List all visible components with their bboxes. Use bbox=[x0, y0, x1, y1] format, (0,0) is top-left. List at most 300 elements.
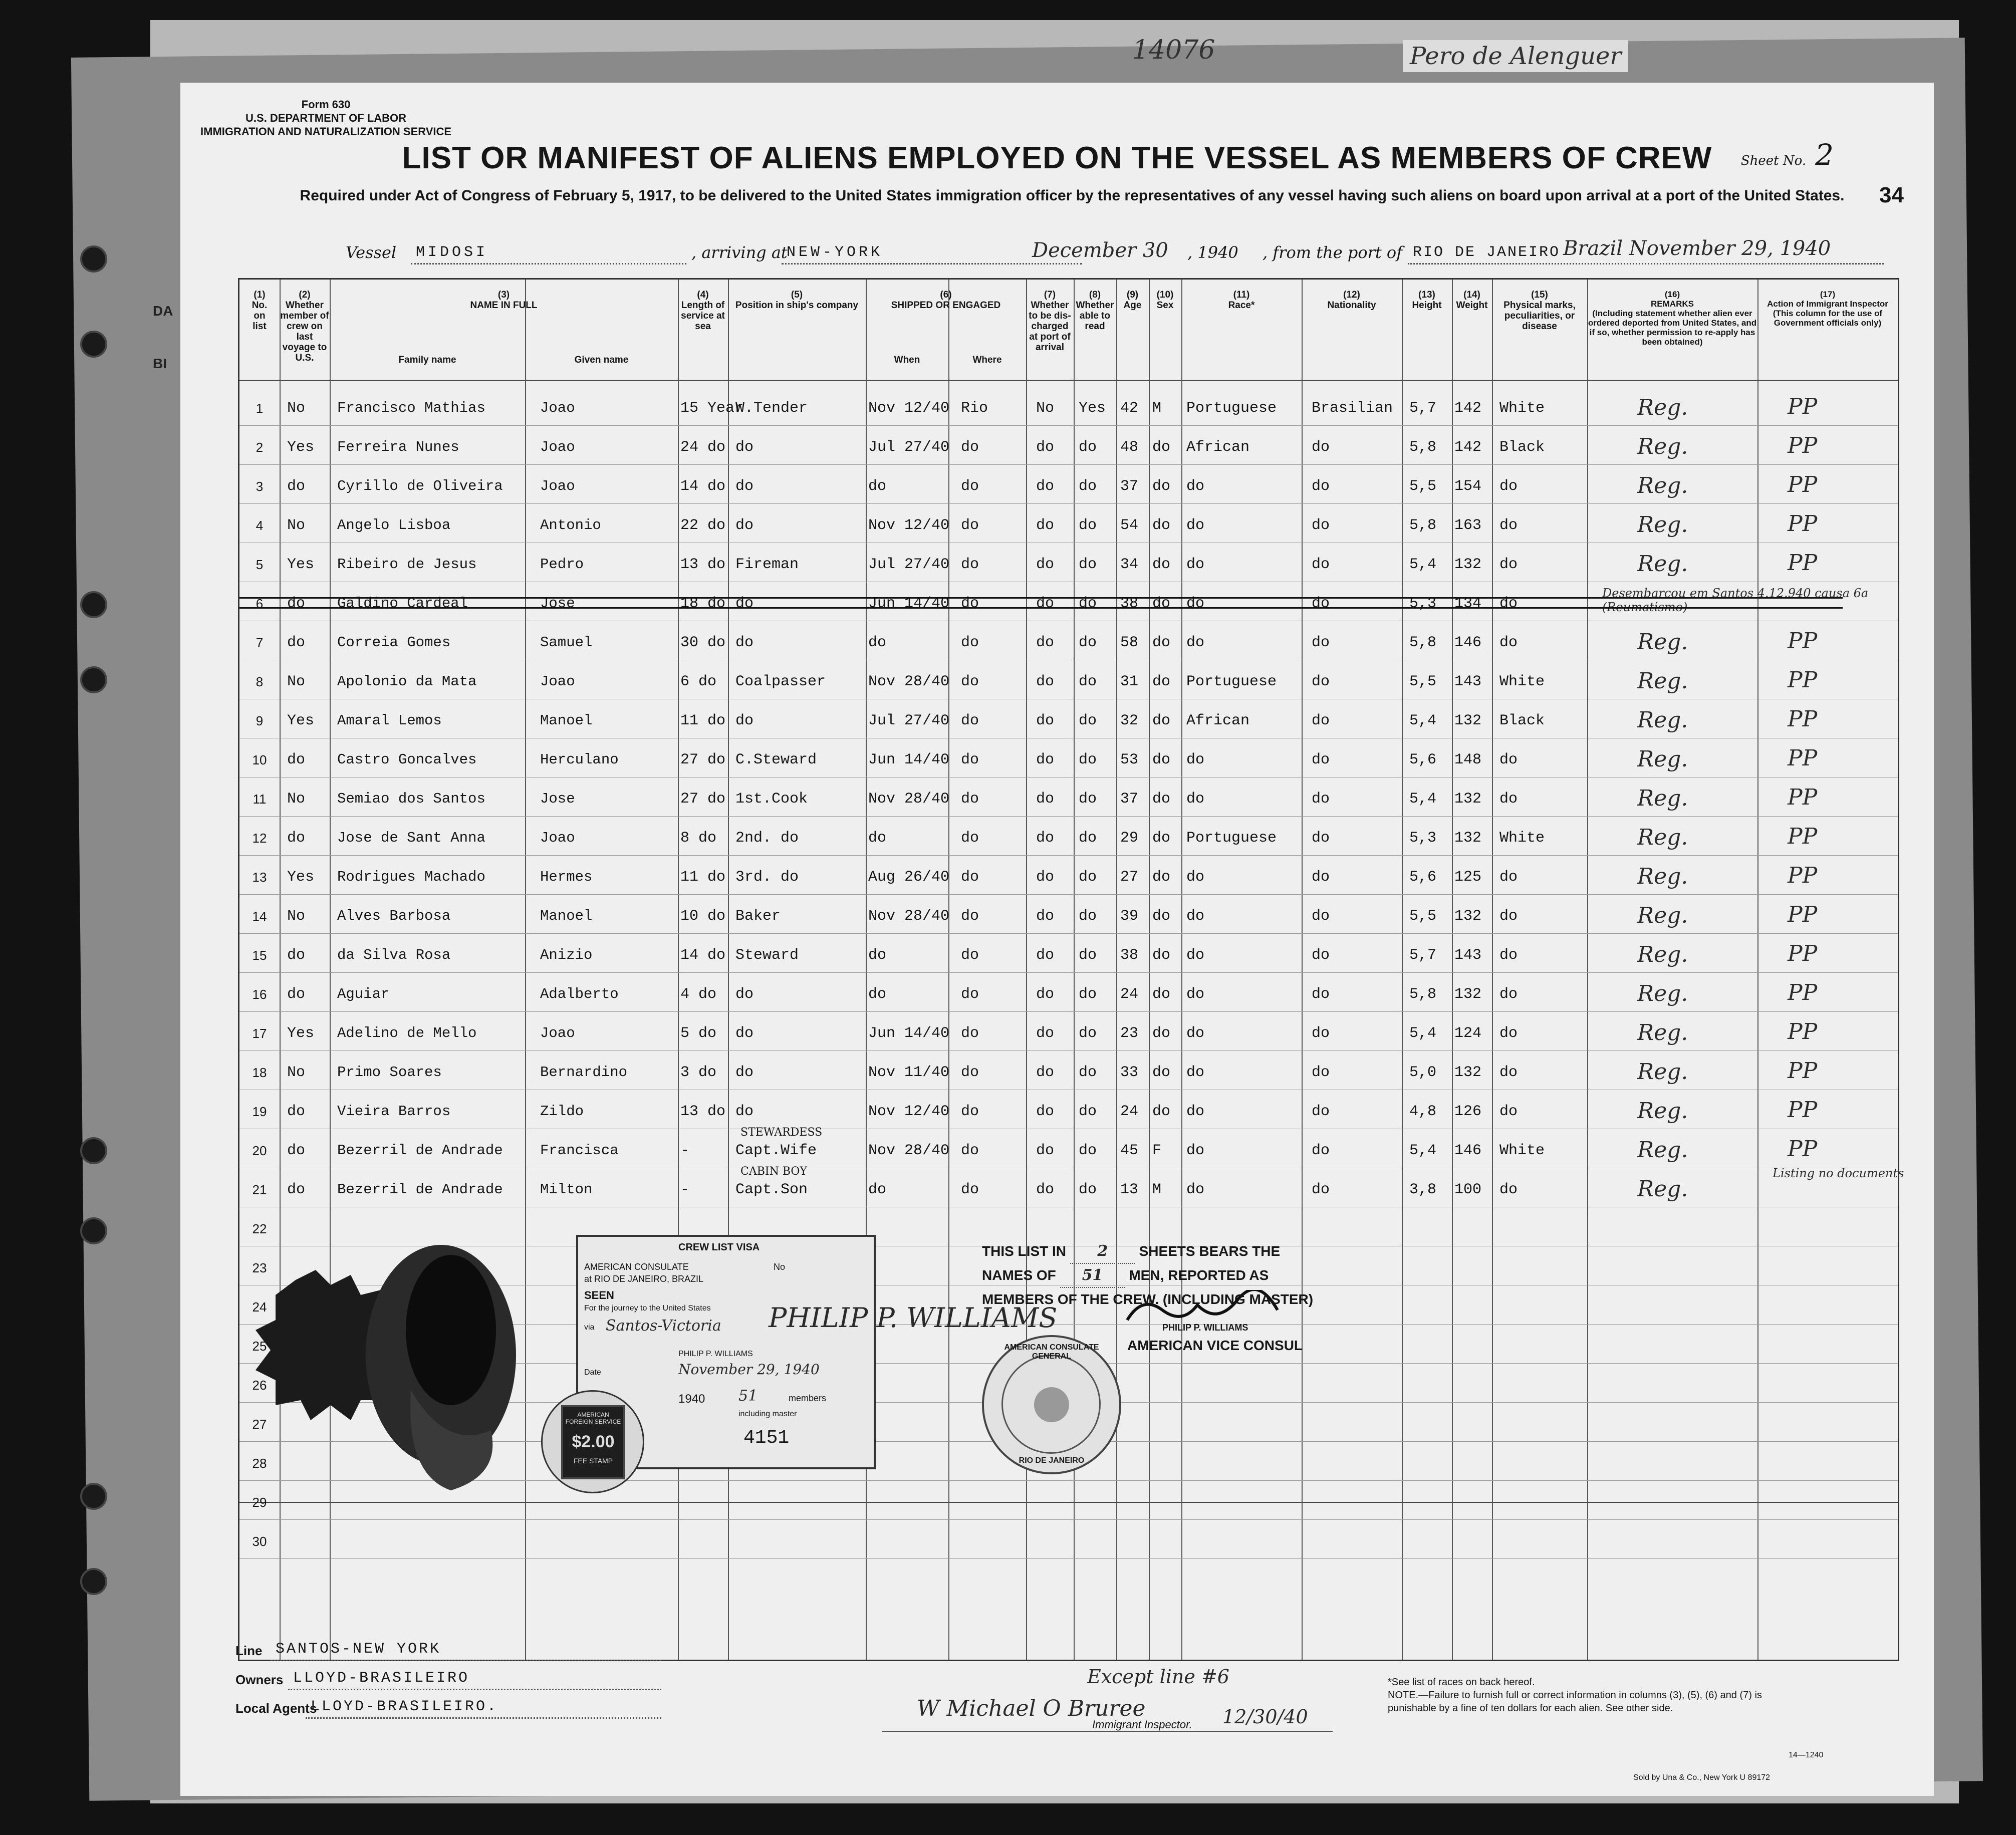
cell-position: do bbox=[735, 478, 754, 495]
cell-inspector-action: PP bbox=[1788, 1097, 1818, 1123]
cell-given-name: Hermes bbox=[540, 869, 593, 885]
row-number: 18 bbox=[252, 1065, 267, 1080]
cell-inspector-action: PP bbox=[1788, 550, 1818, 576]
cell-length-service: 24 do bbox=[680, 439, 726, 456]
row-number: 24 bbox=[252, 1299, 267, 1315]
cell-height: 5,7 bbox=[1409, 400, 1437, 417]
cell-physical-marks: do bbox=[1499, 1025, 1518, 1042]
cell-discharged: do bbox=[1036, 595, 1055, 612]
visa-signature: PHILIP P. WILLIAMS bbox=[769, 1302, 1058, 1334]
cert-line1: THIS LIST IN bbox=[982, 1243, 1066, 1259]
cell-given-name: Pedro bbox=[540, 556, 584, 573]
page-title: LIST OR MANIFEST OF ALIENS EMPLOYED ON THE VESSEL AS MEMBERS OF CREW bbox=[402, 141, 1712, 175]
cell-length-service: 15 Year bbox=[680, 400, 744, 417]
cell-inspector-action: PP bbox=[1788, 1058, 1818, 1084]
header-weight: (14) Weight bbox=[1456, 290, 1488, 311]
header-physical-marks: (15) Physical marks, peculiarities, or disease bbox=[1503, 290, 1576, 332]
cell-position: do bbox=[735, 1064, 754, 1081]
line-label: Line bbox=[235, 1643, 263, 1658]
cell-family-name: Bezerril de Andrade bbox=[337, 1142, 503, 1159]
header-length-service: (4) Length of service at sea bbox=[681, 290, 725, 332]
strike-line bbox=[239, 607, 1843, 609]
footer-notes bbox=[1388, 1676, 1769, 1715]
cell-family-name: Francisco Mathias bbox=[337, 400, 485, 416]
cell-weight: 132 bbox=[1454, 830, 1482, 847]
row-number: 29 bbox=[252, 1495, 267, 1510]
cell-remarks: Reg. bbox=[1637, 903, 1688, 928]
cell-height: 5,4 bbox=[1409, 712, 1437, 729]
cell-where: do bbox=[961, 986, 979, 1003]
inspector-note: Except line #6 bbox=[1087, 1666, 1229, 1688]
cell-remarks: Reg. bbox=[1637, 825, 1688, 850]
row-number: 2 bbox=[256, 440, 264, 455]
cell-weight: 132 bbox=[1454, 986, 1482, 1003]
cell-last-voyage: Yes bbox=[287, 869, 315, 886]
cell-discharged: do bbox=[1036, 751, 1055, 768]
visa-date-value: November 29, 1940 bbox=[678, 1361, 820, 1378]
cell-given-name: Anizio bbox=[540, 947, 593, 963]
cell-length-service: 18 do bbox=[680, 595, 726, 612]
cell-length-service: 27 do bbox=[680, 791, 726, 808]
cell-able-to-read: do bbox=[1079, 986, 1097, 1003]
cell-able-to-read: do bbox=[1079, 751, 1097, 768]
vessel-name: MIDOSI bbox=[416, 244, 488, 261]
cell-height: 5,5 bbox=[1409, 908, 1437, 925]
cell-position: Capt.Wife bbox=[735, 1142, 817, 1159]
cell-family-name: Ribeiro de Jesus bbox=[337, 556, 477, 573]
line-value: SANTOS-NEW YORK bbox=[276, 1641, 441, 1658]
race-note: *See list of races on back hereof. bbox=[1388, 1677, 1535, 1688]
visa-year: 1940 bbox=[678, 1392, 705, 1406]
cell-length-service: 5 do bbox=[680, 1025, 717, 1042]
cell-given-name: Zildo bbox=[540, 1103, 584, 1120]
cell-inspector-action: PP bbox=[1788, 628, 1818, 654]
cell-race: do bbox=[1186, 1103, 1205, 1120]
cell-race: do bbox=[1186, 1064, 1205, 1081]
cell-last-voyage: Yes bbox=[287, 712, 315, 729]
cell-where: do bbox=[961, 1142, 979, 1159]
cell-last-voyage: No bbox=[287, 791, 306, 808]
cell-physical-marks: do bbox=[1499, 1103, 1518, 1120]
cell-where: do bbox=[961, 869, 979, 886]
cell-discharged: do bbox=[1036, 947, 1055, 964]
cell-able-to-read: do bbox=[1079, 712, 1097, 729]
cell-age: 24 bbox=[1120, 1103, 1139, 1120]
cell-nationality: do bbox=[1312, 830, 1330, 847]
cell-position: do bbox=[735, 517, 754, 534]
header-name-in-full: (3) NAME IN FULL bbox=[470, 290, 538, 311]
cell-where: do bbox=[961, 595, 979, 612]
cell-discharged: do bbox=[1036, 556, 1055, 573]
cell-when: Jul 27/40 bbox=[868, 439, 950, 456]
cell-sex: do bbox=[1152, 712, 1171, 729]
cell-nationality: do bbox=[1312, 634, 1330, 651]
cell-sex: M bbox=[1152, 1181, 1162, 1198]
cell-remarks: Reg. bbox=[1637, 707, 1688, 733]
cell-age: 38 bbox=[1120, 595, 1139, 612]
cell-given-name: Manoel bbox=[540, 712, 593, 729]
cell-able-to-read: Yes bbox=[1079, 400, 1106, 417]
row-number: 26 bbox=[252, 1378, 267, 1393]
cell-sex: do bbox=[1152, 751, 1171, 768]
cell-position-note: STEWARDESS bbox=[740, 1126, 823, 1139]
cell-discharged: do bbox=[1036, 908, 1055, 925]
cell-physical-marks: do bbox=[1499, 634, 1518, 651]
cell-length-service: 6 do bbox=[680, 673, 717, 690]
binder-hole bbox=[80, 591, 107, 618]
cell-height: 4,8 bbox=[1409, 1103, 1437, 1120]
cell-nationality: do bbox=[1312, 673, 1330, 690]
cell-given-name: Joao bbox=[540, 439, 575, 455]
cell-height: 5,8 bbox=[1409, 986, 1437, 1003]
cell-inspector-action: PP bbox=[1788, 863, 1818, 888]
margin-text-bi: BI bbox=[153, 356, 167, 371]
seal-city: RIO DE JANEIRO bbox=[1019, 1456, 1085, 1465]
strike-line bbox=[239, 597, 1843, 599]
row-number: 30 bbox=[252, 1534, 267, 1549]
cell-race: do bbox=[1186, 869, 1205, 886]
header-able-to-read: (8) Whether able to read bbox=[1076, 290, 1114, 332]
cell-remarks: Reg. bbox=[1637, 864, 1688, 889]
cell-weight: 163 bbox=[1454, 517, 1482, 534]
cell-discharged: do bbox=[1036, 869, 1055, 886]
cell-physical-marks: White bbox=[1499, 1142, 1545, 1159]
cell-last-voyage: No bbox=[287, 400, 306, 417]
cell-length-service: - bbox=[680, 1181, 690, 1198]
cert-title: AMERICAN VICE CONSUL bbox=[1127, 1338, 1303, 1353]
cell-action-note: Listing no documents bbox=[1773, 1166, 1904, 1180]
visa-number: 4151 bbox=[743, 1427, 790, 1449]
cell-height: 5,7 bbox=[1409, 947, 1437, 964]
cell-remarks: Reg. bbox=[1637, 981, 1688, 1006]
cell-inspector-action: PP bbox=[1788, 980, 1818, 1005]
cell-weight: 132 bbox=[1454, 1064, 1482, 1081]
cell-where: do bbox=[961, 712, 979, 729]
cell-age: 27 bbox=[1120, 869, 1139, 886]
cell-length-service: - bbox=[680, 1142, 690, 1159]
cell-position: 3rd. do bbox=[735, 869, 799, 886]
cell-when: Nov 28/40 bbox=[868, 908, 950, 925]
row-number: 9 bbox=[256, 713, 264, 728]
cell-position: do bbox=[735, 634, 754, 651]
cert-line2b: MEN, REPORTED AS bbox=[1129, 1267, 1269, 1283]
cell-race: African bbox=[1186, 439, 1250, 456]
arriving-port: NEW-YORK bbox=[787, 244, 883, 261]
cell-where: do bbox=[961, 673, 979, 690]
cell-when: Jun 14/40 bbox=[868, 751, 950, 768]
cell-sex: M bbox=[1152, 400, 1162, 417]
cell-weight: 132 bbox=[1454, 712, 1482, 729]
header-inspector-action: (17) Action of Immigrant Inspector (This column for the use of Government officials only) bbox=[1767, 290, 1888, 328]
cell-last-voyage: do bbox=[287, 1142, 306, 1159]
cell-discharged: do bbox=[1036, 986, 1055, 1003]
row-number: 1 bbox=[256, 401, 264, 416]
form-identifier bbox=[200, 98, 451, 138]
cell-inspector-action: PP bbox=[1788, 706, 1818, 732]
cell-family-name: Alves Barbosa bbox=[337, 908, 451, 924]
cell-able-to-read: do bbox=[1079, 830, 1097, 847]
cell-where: do bbox=[961, 947, 979, 964]
cell-family-name: Aguiar bbox=[337, 986, 390, 1002]
arrival-year: , 1940 bbox=[1187, 243, 1238, 262]
cell-family-name: Bezerril de Andrade bbox=[337, 1181, 503, 1198]
cell-family-name: da Silva Rosa bbox=[337, 947, 451, 963]
cell-position: W.Tender bbox=[735, 400, 808, 417]
seal-text: AMERICAN CONSULATE GENERAL bbox=[1004, 1343, 1099, 1361]
cell-family-name: Adelino de Mello bbox=[337, 1025, 477, 1041]
cell-age: 42 bbox=[1120, 400, 1139, 417]
cert-line3: MEMBERS OF THE CREW. (INCLUDING MASTER) bbox=[982, 1291, 1314, 1307]
visa-title: CREW LIST VISA bbox=[678, 1242, 760, 1253]
owners-value: LLOYD-BRASILEIRO bbox=[293, 1670, 470, 1687]
cell-sex: do bbox=[1152, 556, 1171, 573]
cell-height: 5,3 bbox=[1409, 595, 1437, 612]
cell-remarks: Reg. bbox=[1637, 395, 1688, 420]
cell-physical-marks: do bbox=[1499, 1181, 1518, 1198]
row-number: 21 bbox=[252, 1182, 267, 1197]
cell-weight: 132 bbox=[1454, 791, 1482, 808]
cell-height: 3,8 bbox=[1409, 1181, 1437, 1198]
cell-able-to-read: do bbox=[1079, 908, 1097, 925]
cell-last-voyage: do bbox=[287, 595, 306, 612]
cell-discharged: No bbox=[1036, 400, 1055, 417]
cell-remarks: Reg. bbox=[1637, 1020, 1688, 1045]
manifest-page bbox=[180, 83, 1934, 1796]
cell-able-to-read: do bbox=[1079, 1064, 1097, 1081]
cell-last-voyage: No bbox=[287, 908, 306, 925]
cell-length-service: 14 do bbox=[680, 478, 726, 495]
cell-race: do bbox=[1186, 1025, 1205, 1042]
cell-sex: do bbox=[1152, 595, 1171, 612]
wax-seal bbox=[230, 1240, 541, 1500]
cell-last-voyage: do bbox=[287, 830, 306, 847]
cell-family-name: Castro Goncalves bbox=[337, 751, 477, 768]
cell-age: 37 bbox=[1120, 791, 1139, 808]
cell-remarks: Reg. bbox=[1637, 512, 1688, 538]
cell-age: 58 bbox=[1120, 634, 1139, 651]
cell-sex: do bbox=[1152, 908, 1171, 925]
row-number: 12 bbox=[252, 831, 267, 846]
cell-length-service: 27 do bbox=[680, 751, 726, 768]
cell-position: Steward bbox=[735, 947, 799, 964]
cell-last-voyage: do bbox=[287, 634, 306, 651]
cell-where: do bbox=[961, 556, 979, 573]
cell-position: Fireman bbox=[735, 556, 799, 573]
cell-last-voyage: No bbox=[287, 673, 306, 690]
cell-age: 53 bbox=[1120, 751, 1139, 768]
arrival-date: December 30 bbox=[1032, 239, 1168, 262]
top-handwritten-name: Pero de Alenguer bbox=[1403, 40, 1628, 72]
cell-last-voyage: do bbox=[287, 1103, 306, 1120]
cell-family-name: Jose de Sant Anna bbox=[337, 830, 485, 846]
cell-when: Nov 11/40 bbox=[868, 1064, 950, 1081]
cell-inspector-action: PP bbox=[1788, 824, 1818, 849]
cell-nationality: do bbox=[1312, 556, 1330, 573]
cell-nationality: do bbox=[1312, 986, 1330, 1003]
row-number: 27 bbox=[252, 1417, 267, 1432]
cell-sex: F bbox=[1152, 1142, 1162, 1159]
cell-position: do bbox=[735, 1103, 754, 1120]
cell-sex: do bbox=[1152, 1025, 1171, 1042]
cell-remarks: Reg. bbox=[1637, 785, 1688, 811]
cell-height: 5,4 bbox=[1409, 556, 1437, 573]
top-file-number: 14076 bbox=[1132, 35, 1215, 65]
cell-length-service: 10 do bbox=[680, 908, 726, 925]
cell-physical-marks: do bbox=[1499, 556, 1518, 573]
cell-race: do bbox=[1186, 986, 1205, 1003]
cell-nationality: do bbox=[1312, 791, 1330, 808]
cell-remarks: Desembarcou em Santos 4.12.940 causa 6a (Reumatismo) bbox=[1602, 586, 1869, 614]
cell-last-voyage: No bbox=[287, 517, 306, 534]
cell-given-name: Joao bbox=[540, 400, 575, 416]
inspector-signature: W Michael O Bruree bbox=[917, 1696, 1146, 1721]
cell-remarks: Reg. bbox=[1637, 1176, 1688, 1202]
cell-discharged: do bbox=[1036, 1064, 1055, 1081]
cell-race: do bbox=[1186, 595, 1205, 612]
cell-discharged: do bbox=[1036, 1103, 1055, 1120]
cell-sex: do bbox=[1152, 947, 1171, 964]
header-discharged: (7) Whether to be dis-charged at port of arrival bbox=[1029, 290, 1071, 353]
cell-inspector-action: PP bbox=[1788, 745, 1818, 771]
visa-location: at RIO DE JANEIRO, BRAZIL bbox=[584, 1274, 704, 1284]
cell-physical-marks: do bbox=[1499, 595, 1518, 612]
cell-discharged: do bbox=[1036, 478, 1055, 495]
cell-physical-marks: do bbox=[1499, 751, 1518, 768]
cell-inspector-action: PP bbox=[1788, 667, 1818, 693]
header-remarks: (16) REMARKS (Including statement whether alien ever ordered deported from United States, and if so, whether permission to re-apply has been obtained) bbox=[1588, 290, 1757, 347]
eagle-emblem-icon bbox=[1034, 1387, 1069, 1422]
row-number: 15 bbox=[252, 948, 267, 963]
cell-last-voyage: do bbox=[287, 1181, 306, 1198]
cell-inspector-action: PP bbox=[1788, 472, 1818, 497]
cell-weight: 132 bbox=[1454, 556, 1482, 573]
cell-position: Coalpasser bbox=[735, 673, 826, 690]
cell-remarks: Reg. bbox=[1637, 942, 1688, 967]
binder-hole bbox=[80, 1137, 107, 1164]
cell-position-note: CABIN BOY bbox=[740, 1165, 807, 1178]
cell-weight: 146 bbox=[1454, 1142, 1482, 1159]
visa-journey: For the journey to the United States bbox=[584, 1304, 711, 1313]
cell-remarks: Reg. bbox=[1637, 668, 1688, 694]
cell-given-name: Manoel bbox=[540, 908, 593, 924]
cell-race: do bbox=[1186, 908, 1205, 925]
header-position: (5) Position in ship's company bbox=[735, 290, 859, 311]
cert-line2: NAMES OF bbox=[982, 1267, 1056, 1283]
visa-members-label: members bbox=[789, 1393, 827, 1403]
cell-race: do bbox=[1186, 1181, 1205, 1198]
cell-where: do bbox=[961, 1064, 979, 1081]
cell-given-name: Herculano bbox=[540, 751, 619, 768]
cell-family-name: Primo Soares bbox=[337, 1064, 442, 1081]
header-where: Where bbox=[972, 355, 1002, 365]
cell-age: 45 bbox=[1120, 1142, 1139, 1159]
cert-line1b: SHEETS BEARS THE bbox=[1139, 1243, 1281, 1259]
header-family-name: Family name bbox=[398, 355, 456, 365]
cell-where: do bbox=[961, 439, 979, 456]
cell-when: Nov 12/40 bbox=[868, 1103, 950, 1120]
header-race: (11) Race* bbox=[1228, 290, 1255, 311]
cell-when: do bbox=[868, 478, 887, 495]
cell-position: 1st.Cook bbox=[735, 791, 808, 808]
cell-weight: 154 bbox=[1454, 478, 1482, 495]
binder-hole bbox=[80, 1568, 107, 1595]
cell-weight: 134 bbox=[1454, 595, 1482, 612]
header-last-voyage: (2) Whether member of crew on last voyage to U.S. bbox=[280, 290, 329, 363]
cell-when: do bbox=[868, 947, 887, 964]
cell-age: 31 bbox=[1120, 673, 1139, 690]
row-number: 8 bbox=[256, 674, 264, 689]
agents-label: Local Agents bbox=[235, 1701, 317, 1716]
cell-given-name: Jose bbox=[540, 595, 575, 612]
cell-given-name: Jose bbox=[540, 791, 575, 807]
from-port: RIO DE JANEIRO bbox=[1413, 244, 1561, 261]
cell-sex: do bbox=[1152, 478, 1171, 495]
cell-remarks: Reg. bbox=[1637, 1059, 1688, 1085]
visa-via-value: Santos-Victoria bbox=[606, 1317, 721, 1335]
cell-family-name: Correia Gomes bbox=[337, 634, 451, 651]
row-number: 13 bbox=[252, 870, 267, 885]
cell-family-name: Angelo Lisboa bbox=[337, 517, 451, 534]
cell-physical-marks: do bbox=[1499, 517, 1518, 534]
cell-family-name: Rodrigues Machado bbox=[337, 869, 485, 885]
cell-nationality: do bbox=[1312, 712, 1330, 729]
cell-physical-marks: do bbox=[1499, 947, 1518, 964]
cell-able-to-read: do bbox=[1079, 517, 1097, 534]
cell-age: 54 bbox=[1120, 517, 1139, 534]
cell-when: Nov 28/40 bbox=[868, 791, 950, 808]
cell-discharged: do bbox=[1036, 1181, 1055, 1198]
cell-able-to-read: do bbox=[1079, 634, 1097, 651]
row-number: 20 bbox=[252, 1143, 267, 1158]
binder-hole bbox=[80, 666, 107, 693]
cell-nationality: do bbox=[1312, 869, 1330, 886]
agents-value: LLOYD-BRASILEIRO. bbox=[311, 1698, 498, 1715]
cell-able-to-read: do bbox=[1079, 595, 1097, 612]
cert-names: 51 bbox=[1060, 1264, 1125, 1288]
cell-discharged: do bbox=[1036, 1142, 1055, 1159]
from-label: , from the port of bbox=[1263, 243, 1403, 262]
cell-able-to-read: do bbox=[1079, 1103, 1097, 1120]
penalty-note: NOTE.—Failure to furnish full or correct information in columns (3), (5), (6) and (7) is punishable by a fine of ten dollars for each alien. See other side. bbox=[1388, 1690, 1762, 1714]
cell-last-voyage: Yes bbox=[287, 556, 315, 573]
fee-stamp-service: AMERICAN FOREIGN SERVICE bbox=[565, 1411, 621, 1425]
cell-nationality: do bbox=[1312, 908, 1330, 925]
cell-inspector-action: PP bbox=[1788, 941, 1818, 966]
cell-age: 38 bbox=[1120, 947, 1139, 964]
row-number: 6 bbox=[256, 596, 264, 611]
cell-position: C.Steward bbox=[735, 751, 817, 768]
row-number: 3 bbox=[256, 479, 264, 494]
cell-given-name: Antonio bbox=[540, 517, 601, 534]
cell-physical-marks: Black bbox=[1499, 439, 1545, 456]
cell-physical-marks: White bbox=[1499, 673, 1545, 690]
cell-age: 39 bbox=[1120, 908, 1139, 925]
cell-sex: do bbox=[1152, 986, 1171, 1003]
cell-position: Baker bbox=[735, 908, 781, 925]
cell-race: Portuguese bbox=[1186, 830, 1277, 847]
cell-where: do bbox=[961, 908, 979, 925]
visa-consulate: AMERICAN CONSULATE bbox=[584, 1262, 689, 1272]
cell-sex: do bbox=[1152, 634, 1171, 651]
cell-able-to-read: do bbox=[1079, 1025, 1097, 1042]
cell-physical-marks: Black bbox=[1499, 712, 1545, 729]
cell-inspector-action: PP bbox=[1788, 394, 1818, 419]
cell-when: Nov 12/40 bbox=[868, 517, 950, 534]
cell-weight: 142 bbox=[1454, 439, 1482, 456]
cell-able-to-read: do bbox=[1079, 478, 1097, 495]
cell-where: do bbox=[961, 1181, 979, 1198]
cell-able-to-read: do bbox=[1079, 791, 1097, 808]
